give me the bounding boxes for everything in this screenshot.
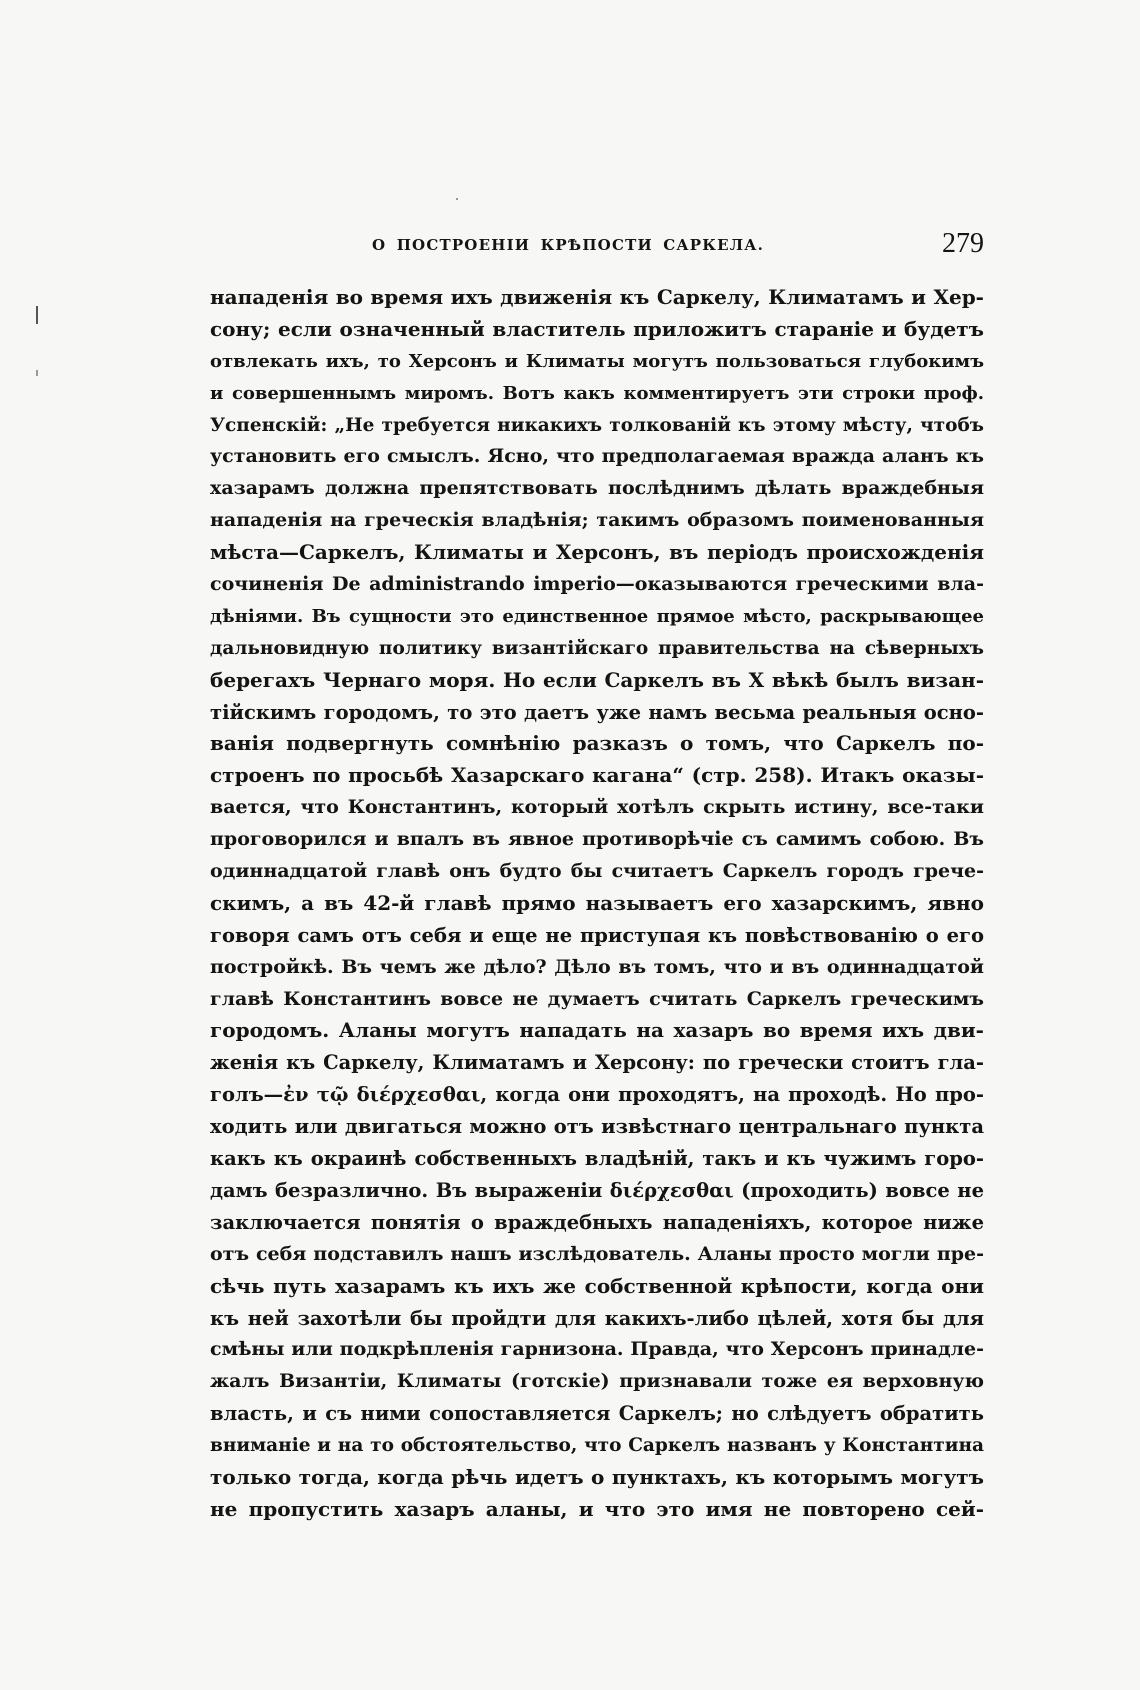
text-line: говоря самъ отъ себя и еще не приступая къ повѣствованію о его xyxy=(210,923,984,947)
text-line: хазарамъ должна препятствовать послѣднимъ дѣлать враждебныя xyxy=(210,477,984,500)
text-line: сѣчь путь хазарамъ къ ихъ же собственной крѣпости, когда они xyxy=(210,1273,984,1298)
text-line: только тогда, когда рѣчь идетъ о пунктахъ, къ которымъ могутъ xyxy=(210,1464,984,1489)
running-head: О ПОСТРОЕНІИ КРѢПОСТИ САРКЕЛА. xyxy=(372,236,765,254)
text-line: смѣны или подкрѣпленія гарнизона. Правда, что Херсонъ принадле- xyxy=(210,1338,984,1361)
text-line: ванія подвергнуть сомнѣнію разказъ о томъ, что Саркелъ по- xyxy=(210,731,984,756)
text-line: строенъ по просьбѣ Хазарскаго кагана“ (стр. 258). Итакъ оказы- xyxy=(210,763,984,788)
margin-mark xyxy=(36,370,38,376)
body-text xyxy=(210,282,984,1526)
text-line: какъ къ окраинѣ собственныхъ владѣній, такъ и къ чужимъ горо- xyxy=(210,1147,984,1171)
text-line: проговорился и впалъ въ явное противорѣчіе съ самимъ собою. Въ xyxy=(210,828,984,851)
text-line: городомъ. Аланы могутъ нападать на хазаръ во время ихъ дви- xyxy=(210,1018,984,1043)
text-line: ходить или двигаться можно отъ извѣстнаго центральнаго пункта xyxy=(210,1115,984,1139)
text-line: нападенія на греческія владѣнія; такимъ образомъ поименованныя xyxy=(210,509,984,532)
text-line: власть, и съ ними сопоставляется Саркелъ; но слѣдуетъ обратить xyxy=(210,1402,984,1426)
text-line: постройкѣ. Въ чемъ же дѣло? Дѣло въ томъ, что и въ одиннадцатой xyxy=(210,955,984,978)
margin-mark xyxy=(36,306,38,324)
text-line: вается, что Константинъ, который хотѣлъ скрыть истину, все-таки xyxy=(210,796,984,819)
text-line: сону; если означенный властитель приложитъ стараніе и будетъ xyxy=(210,316,984,341)
page-header xyxy=(210,228,986,262)
text-line: дамъ безразлично. Въ выраженіи διέρχεσθαι (проходить) вовсе не xyxy=(210,1178,984,1202)
text-line: нападенія во время ихъ движенія къ Саркелу, Климатамъ и Хер- xyxy=(210,285,984,309)
text-line: дальновидную политику византійскаго правительства на сѣверныхъ xyxy=(210,637,984,659)
speck xyxy=(456,198,458,200)
text-line: отвлекать ихъ, то Херсонъ и Климаты могутъ пользоваться глубокимъ xyxy=(210,350,984,372)
text-line: мѣста—Саркелъ, Климаты и Херсонъ, въ періодъ происхожденія xyxy=(210,540,984,565)
text-line: голъ—ἐν τῷ διέρχεσθαι, когда они проходятъ, на проходѣ. Но про- xyxy=(210,1083,984,1107)
text-line: скимъ, а въ 42-й главѣ прямо называетъ его хазарскимъ, явно xyxy=(210,890,984,915)
text-line: берегахъ Чернаго моря. Но если Саркелъ въ X вѣкѣ былъ визан- xyxy=(210,667,984,692)
text-line: жалъ Византіи, Климаты (готскіе) признавали тоже ея верховную xyxy=(210,1370,984,1393)
text-line: одиннадцатой главѣ онъ будто бы считаетъ Саркелъ городъ грече- xyxy=(210,860,984,883)
text-line: установить его смыслъ. Ясно, что предполагаемая вражда аланъ къ xyxy=(210,445,984,468)
text-line: и совершеннымъ миромъ. Вотъ какъ комментируетъ эти строки проф. xyxy=(210,382,984,404)
text-line: главѣ Константинъ вовсе не думаетъ считать Саркелъ греческимъ xyxy=(210,987,984,1010)
text-line: заключается понятія о враждебныхъ нападеніяхъ, которое ниже xyxy=(210,1210,984,1234)
text-line: тійскимъ городомъ, то это даетъ уже намъ весьма реальныя осно- xyxy=(210,700,984,724)
text-line: женія къ Саркелу, Климатамъ и Херсону: по гречески стоитъ гла- xyxy=(210,1051,984,1075)
text-line: не пропустить хазаръ аланы, и что это имя не повторено сей- xyxy=(210,1496,984,1521)
page-number: 279 xyxy=(942,228,984,259)
text-line: вниманіе и на то обстоятельство, что Саркелъ названъ у Константина xyxy=(210,1435,984,1457)
text-line: отъ себя подставилъ нашъ изслѣдователь. Аланы просто могли пре- xyxy=(210,1242,984,1265)
text-line: Успенскій: „Не требуется никакихъ толкованій къ этому мѣсту, чтобъ xyxy=(210,414,984,436)
text-line: дѣніями. Въ сущности это единственное прямое мѣсто, раскрывающее xyxy=(210,605,984,627)
text-line: къ ней захотѣли бы пройдти для какихъ-либо цѣлей, хотя бы для xyxy=(210,1306,984,1330)
text-line: сочиненія De administrando imperio—оказываются греческими вла- xyxy=(210,573,984,596)
